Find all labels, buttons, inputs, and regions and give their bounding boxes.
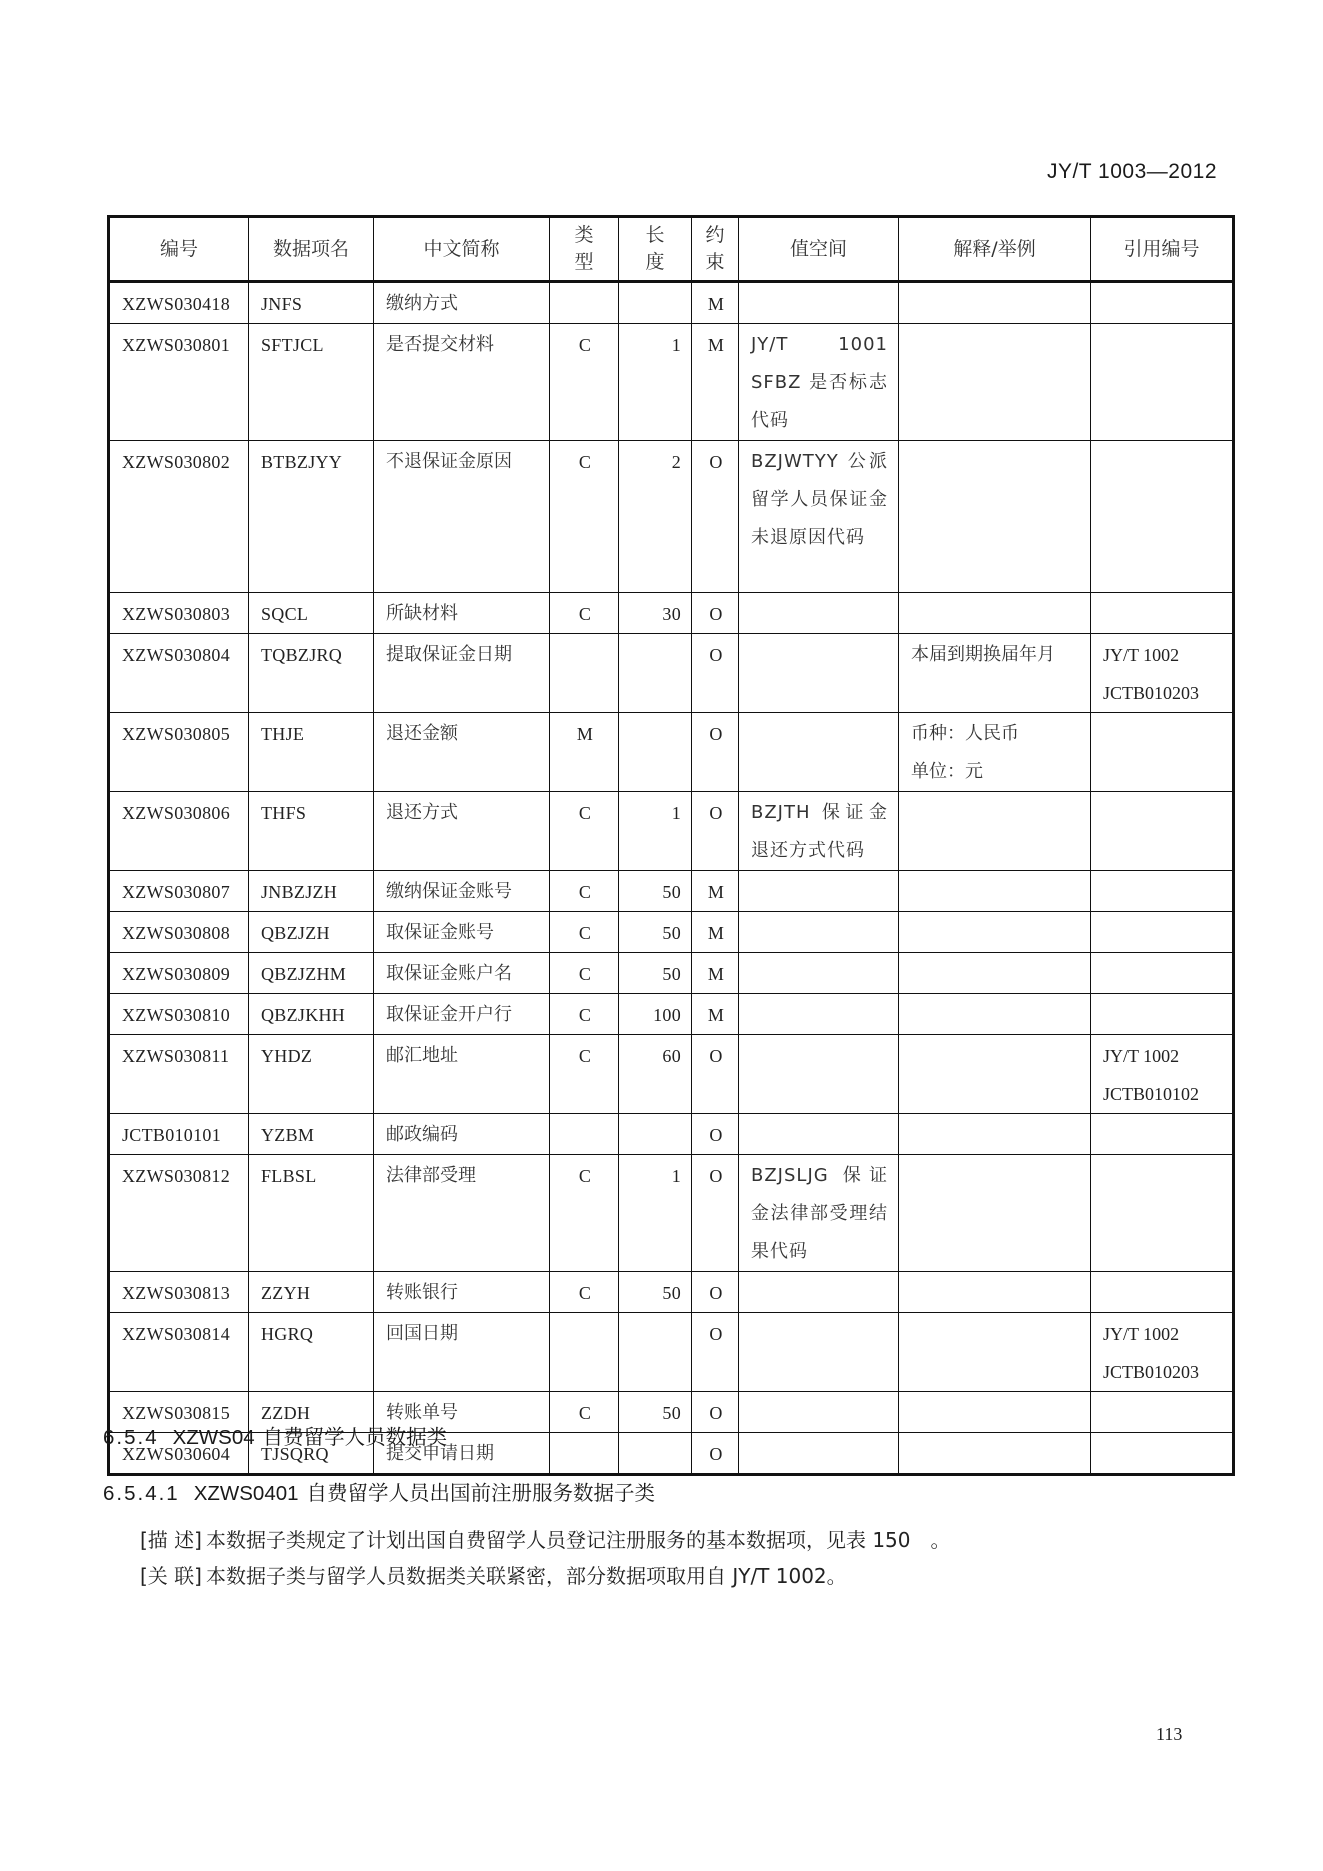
cell-cn-name: 是否提交材料 [374,324,550,441]
cell-item-name: SFTJCL [249,324,374,441]
cell-id: XZWS030807 [109,871,249,912]
cell-value-space [739,953,899,994]
cell-type: C [550,792,619,871]
cell-value-space [739,593,899,634]
cell-value-space [739,1035,899,1114]
cell-constraint: O [692,1155,739,1272]
cell-cn-name: 所缺材料 [374,593,550,634]
cell-cn-name: 法律部受理 [374,1155,550,1272]
cell-value-space: BZJWTYY 公派留学人员保证金未退原因代码 [739,441,899,593]
cell-ref [1091,324,1234,441]
cell-value-space [739,1433,899,1475]
cell-value-space [739,1392,899,1433]
cell-type: M [550,713,619,792]
cell-explain: 币种：人民币 单位：元 [899,713,1091,792]
cell-value-space [739,713,899,792]
column-header-value-space: 值空间 [739,217,899,282]
cell-value-space [739,871,899,912]
cell-length [619,713,692,792]
cell-value-space [739,1272,899,1313]
cell-explain [899,441,1091,593]
cell-explain [899,1433,1091,1475]
cell-ref [1091,713,1234,792]
cell-length: 50 [619,1272,692,1313]
cell-ref [1091,1272,1234,1313]
cell-type: C [550,953,619,994]
table-row [109,593,1234,634]
cell-cn-name: 回国日期 [374,1313,550,1392]
cell-id: XZWS030815 [109,1392,249,1433]
cell-ref: JY/T 1002 JCTB010102 [1091,1035,1234,1114]
cell-item-name: HGRQ [249,1313,374,1392]
cell-type [550,282,619,324]
table-row [109,1155,1234,1272]
cell-type: C [550,441,619,593]
table-row [109,713,1234,792]
table-row [109,1313,1234,1392]
section-code: XZWS0401 [193,1482,299,1505]
cell-cn-name: 转账单号 [374,1392,550,1433]
cell-type: C [550,1392,619,1433]
cell-cn-name: 邮汇地址 [374,1035,550,1114]
cell-cn-name: 取保证金账户名 [374,953,550,994]
cell-item-name: BTBZJYY [249,441,374,593]
cell-type: C [550,871,619,912]
cell-id: XZWS030806 [109,792,249,871]
cell-item-name: JNBZJZH [249,871,374,912]
cell-constraint: M [692,282,739,324]
section-title: 自费留学人员数据类 [262,1425,448,1449]
paragraph-text: 本数据子类规定了计划出国自费留学人员登记注册服务的基本数据项，见表 150 。 [205,1528,951,1552]
cell-explain [899,1114,1091,1155]
description-paragraph [140,1524,951,1553]
paragraph-tag: [描 述] [140,1528,202,1552]
cell-value-space [739,1313,899,1392]
cell-id: XZWS030812 [109,1155,249,1272]
cell-cn-name: 提交申请日期 [374,1433,550,1475]
section-number: 6.5.4.1 [103,1482,180,1505]
cell-item-name: YHDZ [249,1035,374,1114]
cell-ref [1091,1433,1234,1475]
cell-length: 1 [619,1155,692,1272]
cell-item-name: ZZYH [249,1272,374,1313]
column-header-constraint: 约 束 [692,217,739,282]
cell-explain [899,1035,1091,1114]
column-header-length: 长 度 [619,217,692,282]
cell-constraint: O [692,441,739,593]
cell-constraint: O [692,593,739,634]
cell-length [619,634,692,713]
cell-length: 2 [619,441,692,593]
cell-type [550,634,619,713]
cell-id: XZWS030418 [109,282,249,324]
cell-constraint: O [692,1272,739,1313]
cell-constraint: O [692,792,739,871]
cell-explain [899,912,1091,953]
cell-length: 50 [619,912,692,953]
cell-constraint: M [692,324,739,441]
cell-explain [899,1272,1091,1313]
cell-constraint: O [692,1035,739,1114]
table-row [109,324,1234,441]
table-header-row [109,217,1234,282]
cell-cn-name: 缴纳保证金账号 [374,871,550,912]
cell-cn-name: 转账银行 [374,1272,550,1313]
cell-length [619,1114,692,1155]
table-row [109,871,1234,912]
cell-item-name: JNFS [249,282,374,324]
cell-explain [899,1392,1091,1433]
table-row [109,1114,1234,1155]
cell-explain: 本届到期换届年月 [899,634,1091,713]
cell-length: 60 [619,1035,692,1114]
paragraph-tag: [关 联] [140,1564,202,1588]
table-row [109,912,1234,953]
cell-id: XZWS030811 [109,1035,249,1114]
cell-length [619,1433,692,1475]
cell-value-space: BZJTH 保证金退还方式代码 [739,792,899,871]
cell-explain [899,994,1091,1035]
cell-type: C [550,1155,619,1272]
cell-value-space [739,1114,899,1155]
cell-constraint: O [692,1313,739,1392]
table-row [109,792,1234,871]
cell-item-name: TJSQRQ [249,1433,374,1475]
cell-cn-name: 取保证金账号 [374,912,550,953]
cell-type: C [550,324,619,441]
cell-item-name: ZZDH [249,1392,374,1433]
cell-ref [1091,994,1234,1035]
section-code: XZWS04 [172,1426,255,1449]
cell-ref [1091,441,1234,593]
paragraph-text: 本数据子类与留学人员数据类关联紧密，部分数据项取用自 JY/T 1002。 [205,1564,847,1588]
cell-constraint: M [692,912,739,953]
cell-type [550,1433,619,1475]
relation-paragraph [140,1560,847,1589]
cell-id: XZWS030804 [109,634,249,713]
cell-ref [1091,1155,1234,1272]
cell-constraint: M [692,871,739,912]
column-header-name: 数据项名 [249,217,374,282]
cell-explain [899,1313,1091,1392]
cell-value-space [739,994,899,1035]
cell-constraint: O [692,1433,739,1475]
cell-item-name: YZBM [249,1114,374,1155]
cell-ref [1091,792,1234,871]
standard-code: JY/T 1003—2012 [1046,160,1217,183]
cell-constraint: O [692,634,739,713]
cell-item-name: THFS [249,792,374,871]
cell-explain [899,792,1091,871]
section-number: 6.5.4 [103,1426,159,1449]
cell-id: XZWS030801 [109,324,249,441]
cell-cn-name: 退还金额 [374,713,550,792]
cell-cn-name: 提取保证金日期 [374,634,550,713]
cell-value-space: BZJSLJG 保证金法律部受理结果代码 [739,1155,899,1272]
table-row [109,1272,1234,1313]
cell-constraint: O [692,713,739,792]
cell-length: 1 [619,324,692,441]
cell-constraint: O [692,1392,739,1433]
cell-explain [899,953,1091,994]
cell-value-space [739,282,899,324]
column-header-ref: 引用编号 [1091,217,1234,282]
cell-explain [899,282,1091,324]
cell-id: XZWS030808 [109,912,249,953]
cell-length: 50 [619,871,692,912]
cell-ref [1091,282,1234,324]
cell-ref [1091,1392,1234,1433]
cell-length: 1 [619,792,692,871]
cell-item-name: FLBSL [249,1155,374,1272]
cell-type [550,1313,619,1392]
cell-explain [899,871,1091,912]
table-row [109,953,1234,994]
column-header-type: 类 型 [550,217,619,282]
cell-type: C [550,1272,619,1313]
cell-value-space [739,912,899,953]
cell-constraint: O [692,1114,739,1155]
data-items-table [107,215,1235,1476]
cell-id: XZWS030814 [109,1313,249,1392]
cell-cn-name: 缴纳方式 [374,282,550,324]
section-heading-6-5-4 [103,1420,447,1450]
cell-ref [1091,912,1234,953]
cell-ref [1091,593,1234,634]
column-header-cn: 中文简称 [374,217,550,282]
table-row [109,994,1234,1035]
cell-ref [1091,871,1234,912]
cell-item-name: SQCL [249,593,374,634]
section-title: 自费留学人员出国前注册服务数据子类 [306,1481,656,1505]
cell-ref: JY/T 1002 JCTB010203 [1091,1313,1234,1392]
cell-item-name: THJE [249,713,374,792]
cell-constraint: M [692,994,739,1035]
cell-cn-name: 取保证金开户行 [374,994,550,1035]
table-row [109,441,1234,593]
cell-ref [1091,953,1234,994]
cell-type [550,1114,619,1155]
cell-explain [899,1155,1091,1272]
cell-explain [899,324,1091,441]
cell-item-name: QBZJZHM [249,953,374,994]
cell-value-space [739,634,899,713]
cell-length: 100 [619,994,692,1035]
cell-length: 50 [619,1392,692,1433]
table-row [109,282,1234,324]
cell-id: XZWS030803 [109,593,249,634]
cell-length: 30 [619,593,692,634]
cell-ref [1091,1114,1234,1155]
cell-length [619,1313,692,1392]
cell-type: C [550,593,619,634]
cell-length: 50 [619,953,692,994]
cell-type: C [550,1035,619,1114]
page-number: 113 [1156,1724,1183,1744]
cell-item-name: TQBZJRQ [249,634,374,713]
table-row [109,1035,1234,1114]
cell-id: XZWS030805 [109,713,249,792]
cell-id: XZWS030813 [109,1272,249,1313]
section-heading-6-5-4-1 [103,1476,655,1506]
cell-type: C [550,994,619,1035]
cell-cn-name: 邮政编码 [374,1114,550,1155]
cell-id: JCTB010101 [109,1114,249,1155]
cell-type: C [550,912,619,953]
cell-explain [899,593,1091,634]
cell-item-name: QBZJKHH [249,994,374,1035]
cell-length [619,282,692,324]
cell-item-name: QBZJZH [249,912,374,953]
cell-id: XZWS030604 [109,1433,249,1475]
cell-id: XZWS030809 [109,953,249,994]
cell-cn-name: 不退保证金原因 [374,441,550,593]
cell-id: XZWS030802 [109,441,249,593]
cell-constraint: M [692,953,739,994]
cell-value-space: JY/T 1001 SFBZ 是否标志代码 [739,324,899,441]
cell-ref: JY/T 1002 JCTB010203 [1091,634,1234,713]
column-header-explain: 解释/举例 [899,217,1091,282]
cell-id: XZWS030810 [109,994,249,1035]
table-row [109,634,1234,713]
cell-cn-name: 退还方式 [374,792,550,871]
column-header-id: 编号 [109,217,249,282]
